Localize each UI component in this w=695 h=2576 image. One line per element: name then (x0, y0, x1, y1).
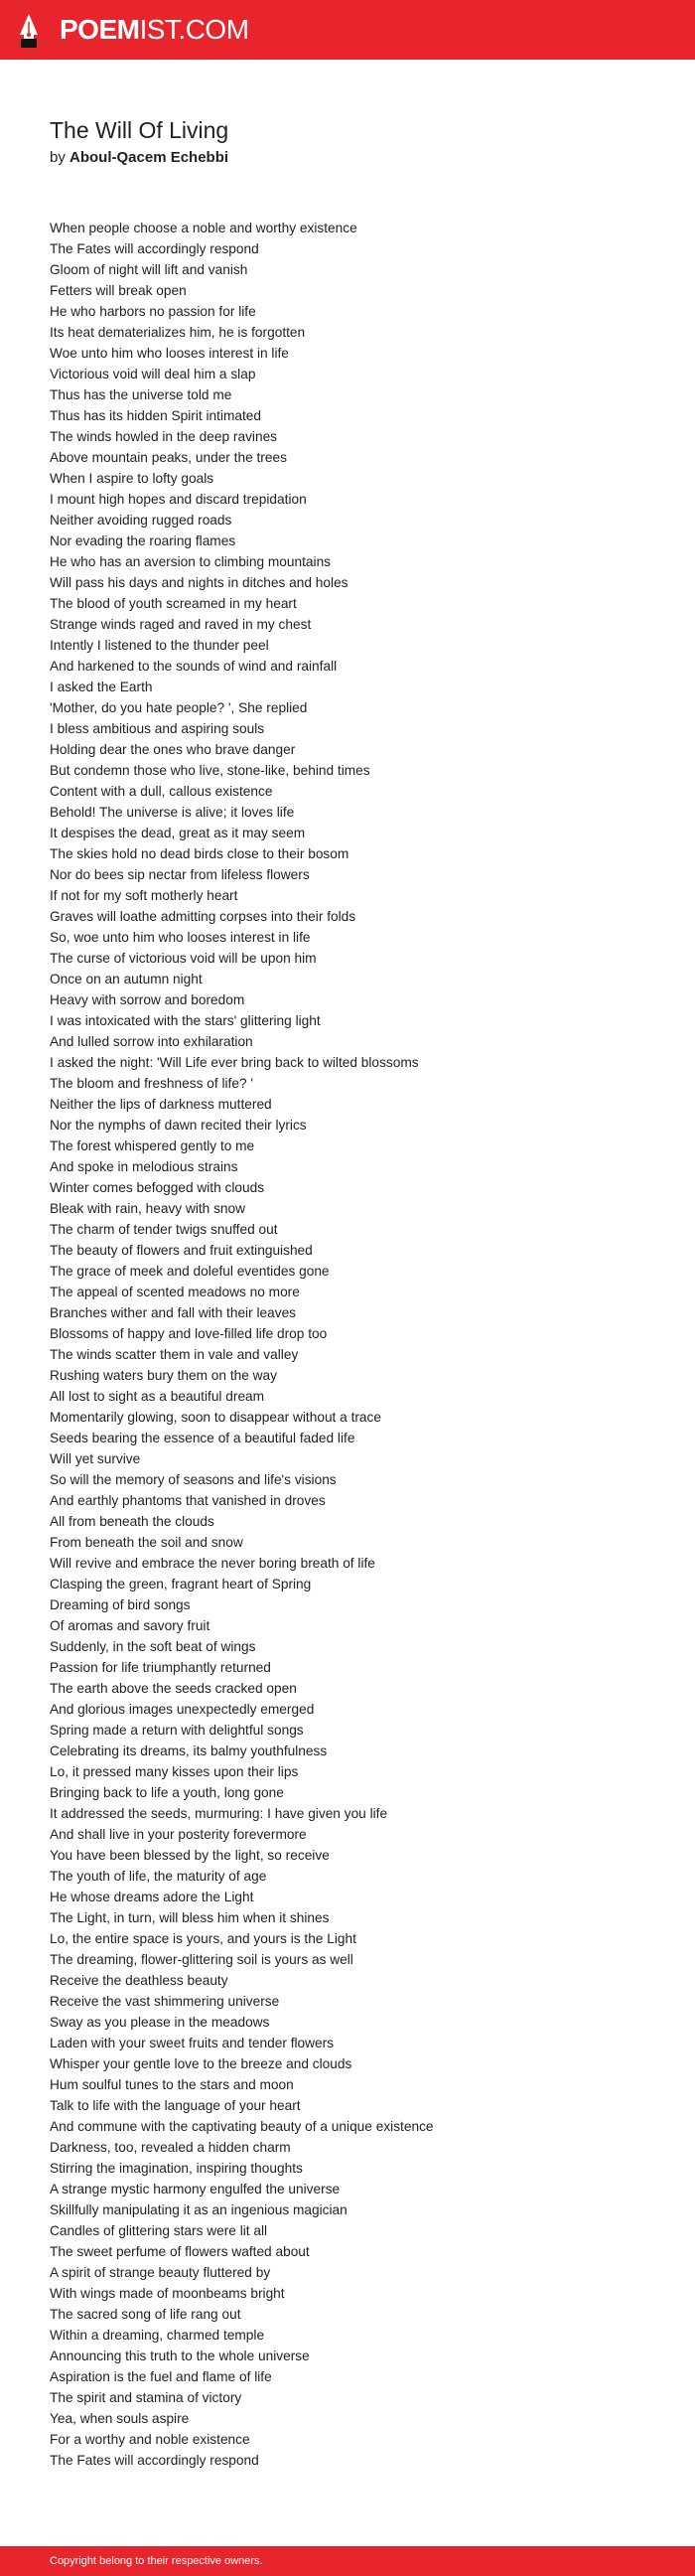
poem-line: Nor the nymphs of dawn recited their lyrics (50, 1118, 307, 1133)
poem-line: You have been blessed by the light, so receive (50, 1848, 330, 1863)
poem-line: The charm of tender twigs snuffed out (50, 1222, 278, 1237)
poem-line: And earthly phantoms that vanished in droves (50, 1493, 326, 1508)
poem-line: Victorious void will deal him a slap (50, 367, 256, 381)
poem-line: Of aromas and savory fruit (50, 1618, 210, 1633)
poem-line: Thus has the universe told me (50, 387, 232, 402)
poem-line: Gloom of night will lift and vanish (50, 262, 248, 277)
poem-line: Announcing this truth to the whole universe (50, 2349, 310, 2363)
poem-line: The Light, in turn, will bless him when it shines (50, 1910, 330, 1925)
poem-line: But condemn those who live, stone-like, behind times (50, 763, 370, 778)
poem-line: So, woe unto him who looses interest in life (50, 930, 311, 945)
poem-line: The dreaming, flower-glittering soil is yours as well (50, 1952, 353, 1967)
poem-line: The forest whispered gently to me (50, 1138, 255, 1153)
poem-line: Heavy with sorrow and boredom (50, 992, 245, 1007)
poem-line: The earth above the seeds cracked open (50, 1681, 297, 1696)
poem-line: Will yet survive (50, 1451, 141, 1466)
poem-line: For a worthy and noble existence (50, 2432, 250, 2447)
poem-line: The beauty of flowers and fruit extinguished (50, 1243, 313, 1258)
poem-line: Nor do bees sip nectar from lifeless flowers (50, 867, 310, 882)
poem-line: I mount high hopes and discard trepidation (50, 492, 307, 507)
poem-line: Bleak with rain, heavy with snow (50, 1201, 246, 1216)
poem-line: Neither avoiding rugged roads (50, 513, 232, 528)
poem-line: The curse of victorious void will be upon him (50, 951, 317, 966)
poem-line: The blood of youth screamed in my heart (50, 596, 297, 611)
poem-line: Strange winds raged and raved in my chest (50, 617, 312, 632)
poem-line: Laden with your sweet fruits and tender flowers (50, 2036, 335, 2050)
by-label: by (50, 149, 66, 166)
poem-line: Branches wither and fall with their leaves (50, 1305, 297, 1320)
poem-line: Talk to life with the language of your heart (50, 2098, 301, 2113)
poem-line: Momentarily glowing, soon to disappear without a trace (50, 1410, 382, 1425)
poem-line: He who harbors no passion for life (50, 304, 256, 319)
poem-line: The sweet perfume of flowers wafted about (50, 2244, 310, 2259)
poem-line: He who has an aversion to climbing mountains (50, 554, 332, 569)
poem-line: Yea, when souls aspire (50, 2411, 190, 2426)
site-logo[interactable] (60, 14, 249, 46)
poem-line: Fetters will break open (50, 283, 187, 298)
poem-line: Will revive and embrace the never boring breath of life (50, 1556, 375, 1571)
poem-line: I was intoxicated with the stars' glittering light (50, 1013, 321, 1028)
poem-line: I bless ambitious and aspiring souls (50, 721, 265, 736)
poem-line: The Fates will accordingly respond (50, 2453, 259, 2468)
poem-line: Intently I listened to the thunder peel (50, 638, 269, 653)
poem-line: Darkness, too, revealed a hidden charm (50, 2140, 291, 2155)
poem-line: And shall live in your posterity forevermore (50, 1827, 307, 1842)
poem-line: If not for my soft motherly heart (50, 888, 238, 903)
poem-line: Receive the vast shimmering universe (50, 1994, 280, 2009)
poem-line: Content with a dull, callous existence (50, 784, 273, 799)
poem-line: It despises the dead, great as it may seem (50, 826, 306, 840)
poem-line: Bringing back to life a youth, long gone (50, 1785, 284, 1800)
poem-line: And spoke in melodious strains (50, 1159, 238, 1174)
poem-line: The youth of life, the maturity of age (50, 1869, 267, 1884)
poem-line: Dreaming of bird songs (50, 1597, 191, 1612)
poem-line: Neither the lips of darkness muttered (50, 1097, 272, 1112)
poem-line: Above mountain peaks, under the trees (50, 450, 287, 465)
poem-line: Once on an autumn night (50, 972, 203, 986)
poem-line: From beneath the soil and snow (50, 1535, 243, 1550)
poem-line: Suddenly, in the soft beat of wings (50, 1639, 256, 1654)
poem-line: Woe unto him who looses interest in life (50, 346, 289, 361)
poem-line: Spring made a return with delightful songs (50, 1723, 304, 1738)
poem-line: And commune with the captivating beauty of a unique existence (50, 2119, 434, 2134)
poem-line: And glorious images unexpectedly emerged (50, 1702, 315, 1717)
poem-line: The appeal of scented meadows no more (50, 1285, 300, 1299)
poem-line: Lo, it pressed many kisses upon their lips (50, 1764, 299, 1779)
poem-line: Candles of glittering stars were lit all (50, 2223, 268, 2238)
poem-line: Holding dear the ones who brave danger (50, 742, 296, 757)
poem-line: Its heat dematerializes him, he is forgotten (50, 325, 306, 340)
poem-line: I asked the Earth (50, 680, 153, 694)
poem-line: Stirring the imagination, inspiring thoughts (50, 2161, 303, 2176)
poem-line: With wings made of moonbeams bright (50, 2286, 285, 2301)
poem-line: Lo, the entire space is yours, and yours is the Light (50, 1931, 356, 1946)
poem-line: Thus has its hidden Spirit intimated (50, 408, 262, 423)
poem-line: Rushing waters bury them on the way (50, 1368, 277, 1383)
poem-line: 'Mother, do you hate people? ', She replied (50, 700, 308, 715)
poem-line: And lulled sorrow into exhilaration (50, 1034, 253, 1049)
poem-line: Receive the deathless beauty (50, 1973, 228, 1988)
poem-line: The Fates will accordingly respond (50, 241, 259, 256)
poem-line: Blossoms of happy and love-filled life drop too (50, 1326, 328, 1341)
poem-line: Celebrating its dreams, its balmy youthfulness (50, 1743, 328, 1758)
poem-line: All from beneath the clouds (50, 1514, 214, 1529)
pen-nib-logo-icon[interactable] (18, 13, 40, 49)
poem-author: Aboul-Qacem Echebbi (70, 149, 229, 166)
poem-line: Passion for life triumphantly returned (50, 1660, 271, 1675)
poem-line: Clasping the green, fragrant heart of Spring (50, 1577, 312, 1591)
poem-line: Behold! The universe is alive; it loves life (50, 805, 295, 820)
site-footer (0, 2546, 695, 2576)
poem-line: When people choose a noble and worthy existence (50, 221, 357, 235)
poem-line: Aspiration is the fuel and flame of life (50, 2369, 272, 2384)
poem-line: Skillfully manipulating it as an ingenious magician (50, 2202, 348, 2217)
poem-line: Hum soulful tunes to the stars and moon (50, 2077, 294, 2092)
poem-line: The winds howled in the deep ravines (50, 429, 278, 444)
poem-line: Within a dreaming, charmed temple (50, 2328, 265, 2343)
poem-line: Whisper your gentle love to the breeze and clouds (50, 2056, 352, 2071)
poem-line: Winter comes befogged with clouds (50, 1180, 265, 1195)
poem-line: Nor evading the roaring flames (50, 533, 236, 548)
poem-line: A spirit of strange beauty fluttered by (50, 2265, 271, 2280)
poem-body (50, 218, 665, 2471)
poem-line: Will pass his days and nights in ditches and holes (50, 575, 348, 590)
copyright-text: Copyright belong to their respective owners. (50, 2555, 263, 2567)
poem-byline (50, 148, 228, 168)
poem-line: The skies hold no dead birds close to their bosom (50, 846, 349, 861)
poem-line: All lost to sight as a beautiful dream (50, 1389, 265, 1404)
poem-line: He whose dreams adore the Light (50, 1890, 254, 1904)
poem-title: The Will Of Living (50, 117, 229, 143)
poem-line: The grace of meek and doleful eventides gone (50, 1264, 330, 1279)
poem-line: So will the memory of seasons and life's visions (50, 1472, 337, 1487)
poem-line: Graves will loathe admitting corpses into their folds (50, 909, 356, 924)
poem-line: The sacred song of life rang out (50, 2307, 241, 2322)
logo-text-rest: IST.COM (139, 14, 249, 45)
poem-line: I asked the night: 'Will Life ever bring back to wilted blossoms (50, 1055, 419, 1070)
site-header (0, 0, 695, 60)
poem-line: When I aspire to lofty goals (50, 471, 214, 486)
poem-line: It addressed the seeds, murmuring: I have given you life (50, 1806, 388, 1821)
logo-text-bold: POEM (60, 14, 140, 45)
poem-line: And harkened to the sounds of wind and rainfall (50, 659, 338, 674)
poem-line: A strange mystic harmony engulfed the universe (50, 2182, 341, 2197)
poem-line: Seeds bearing the essence of a beautiful faded life (50, 1431, 355, 1445)
poem-line: The winds scatter them in vale and valley (50, 1347, 299, 1362)
poem-line: The bloom and freshness of life? ' (50, 1076, 253, 1091)
poem-line: The spirit and stamina of victory (50, 2390, 242, 2405)
poem-line: Sway as you please in the meadows (50, 2015, 270, 2030)
